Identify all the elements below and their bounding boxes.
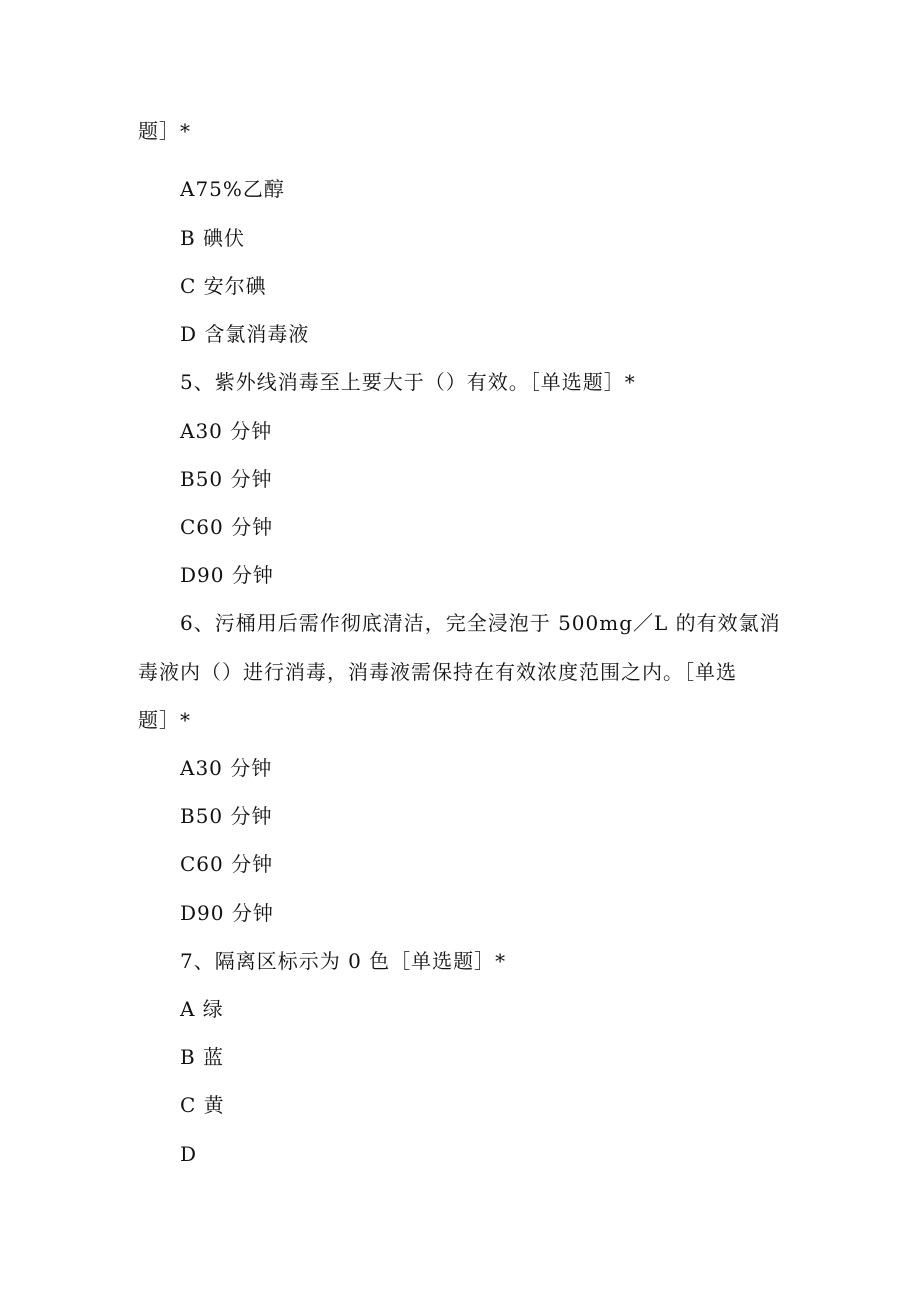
q4-option-d: D 含氯消毒液 xyxy=(180,322,310,346)
q5-option-c: C60 分钟 xyxy=(180,515,274,539)
q7-option-c: C 黄 xyxy=(180,1093,225,1117)
q4-option-c: C 安尔碘 xyxy=(180,274,267,298)
q6-stem-line3: 题］* xyxy=(138,708,191,732)
q5-stem: 5、紫外线消毒至上要大于（）有效。［单选题］* xyxy=(180,370,636,394)
q6-option-a: A30 分钟 xyxy=(180,756,273,780)
q7-option-d: D xyxy=(180,1142,198,1166)
q5-option-a: A30 分钟 xyxy=(180,419,273,443)
q6-option-b: B50 分钟 xyxy=(180,804,273,828)
q5-option-d: D90 分钟 xyxy=(180,563,274,587)
q7-option-b: B 蓝 xyxy=(180,1045,225,1069)
q6-option-d: D90 分钟 xyxy=(180,901,274,925)
q6-stem-line1: 6、污桶用后需作彻底清洁，完全浸泡于 500mg／L 的有效氯消 xyxy=(180,611,781,635)
q6-stem-line2: 毒液内（）进行消毒，消毒液需保持在有效浓度范围之内。［单选 xyxy=(138,660,737,684)
q4-option-b: B 碘伏 xyxy=(180,226,246,250)
q4-option-a: A75%乙醇 xyxy=(180,177,285,201)
q6-option-c: C60 分钟 xyxy=(180,852,274,876)
q4-stem-tail: 题］* xyxy=(138,119,191,143)
q7-option-a: A 绿 xyxy=(180,997,224,1021)
q7-stem: 7、隔离区标示为 0 色［单选题］* xyxy=(180,949,507,973)
q5-option-b: B50 分钟 xyxy=(180,467,273,491)
